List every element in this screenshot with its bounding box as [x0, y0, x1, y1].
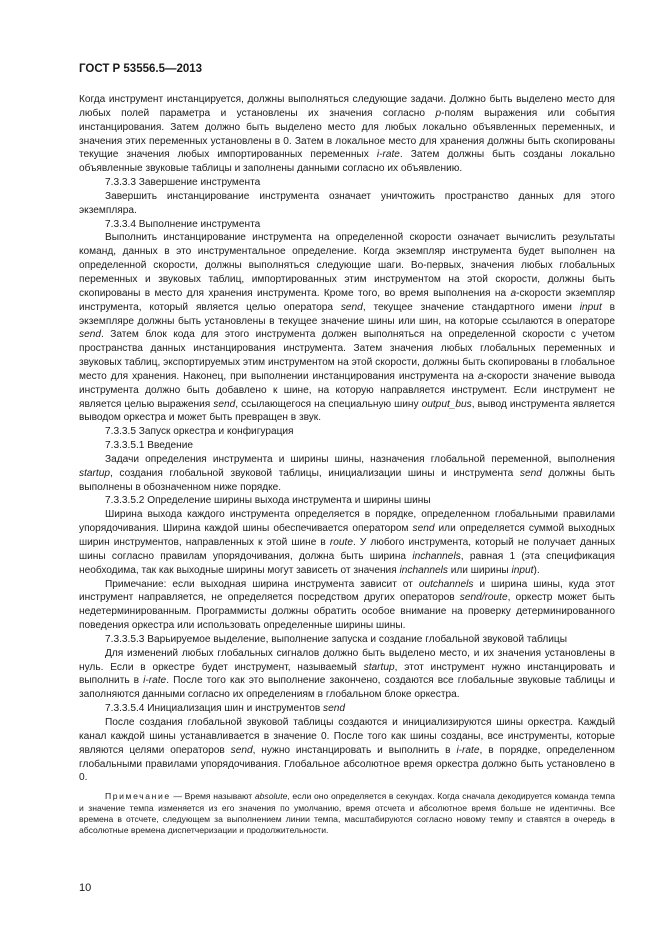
paragraph-startup: Для изменений любых глобальных сигналов должно быть выделено место, и их значения установлены в нуль. Если в оркестре будет инструмент, называемый startup, этот инструмент нужно инстанцировать и выполнить в i-rate. После того как это выполнение закончено, создаются все глобальные звуковые таблицы и заполняются данными согласно их определениям в глобальном блоке оркестра.	[79, 647, 616, 701]
paragraph-width-remark: Примечание: если выходная ширина инструмента зависит от outchannels и ширина шины, куда этот инструмент направляется, не определяется посредством других операторов send/route, оркестр может быть недетерминированным. Программисты должны обратить особое внимание на проверку детерминированного поведения оркестра или использовать определенные ширины шины.	[79, 578, 615, 632]
document-header: ГОСТ Р 53556.5—2013	[79, 63, 203, 75]
section-heading-7-3-3-5: 7.3.3.5 Запуск оркестра и конфигурация	[105, 426, 294, 438]
paragraph-introduction: Задачи определения инструмента и ширины шины, назначения глобальной переменной, выполнения startup, создания глобальной звуковой таблицы, инициализации шины и инструмента send должны быть выполнены в обозначенном ниже порядке.	[79, 453, 615, 493]
paragraph-instantiation: Когда инструмент инстанцируется, должны выполняться следующие задачи. Должно быть выделено место для любых полей параметра и установлены их значения согласно p-полям выражения или события инстанцирования. Затем должно быть выделено место для любых локально объявленных переменных, и значения этих переменных установлены в 0. Затем в локальное место для хранения должны быть скопированы текущие значения любых импортированных переменных i-rate. Затем должны быть созданы локально объявленные звуковые таблицы и заполнены данными согласно их объявлению.	[79, 94, 615, 175]
section-heading-7-3-3-5-2: 7.3.3.5.2 Определение ширины выхода инструмента и ширины шины	[105, 495, 431, 507]
page-number: 10	[79, 882, 92, 894]
paragraph-width-definition: Ширина выхода каждого инструмента определяется в порядке, определенном глобальными правилами упорядочивания. Ширина каждой шины обеспечивается оператором send или определяется суммой выходных ширин инструментов, направленных к этой шине в route. У любого инструмента, который не получает данных шины согласно правилам упорядочивания, должна быть ширина inchannels, равная 1 (эта спецификация необходима, так как выходные ширины могут зависеть от значения inchannels или ширины input).	[79, 509, 616, 576]
note-tempo: Примечание — Время называют absolute, если оно определяется в секундах. Когда сначала декодируется команда темпа и значение темпа изменяется из его значения по умолчанию, время отсчета и абсолютное время больше не идентичны. Все времена в отсчете, следующем за выполнением линии темпа, масштабируются согласно новому темпу и ставятся в очередь в абсолютные времена диспетчеризации и продолжительности.	[79, 791, 615, 836]
paragraph-bus-init: После создания глобальной звуковой таблицы создаются и инициализируются шины оркестра. Каждый канал каждой шины устанавливается в значение 0. После того как шины созданы, все инструменты, которые являются целями операторов send, нужно инстанцировать и выполнить в i-rate, в порядке, определенном глобальными правилами упорядочивания. Глобальное абсолютное время оркестра должно быть установлено в 0.	[79, 716, 616, 784]
section-heading-7-3-3-3: 7.3.3.3 Завершение инструмента	[105, 177, 261, 189]
section-heading-7-3-3-5-4: 7.3.3.5.4 Инициализация шин и инструментов send	[105, 703, 345, 715]
section-heading-7-3-3-5-3: 7.3.3.5.3 Варьируемое выделение, выполнение запуска и создание глобальной звуковой таблицы	[105, 633, 567, 645]
section-heading-7-3-3-5-1: 7.3.3.5.1 Введение	[105, 440, 194, 452]
section-heading-7-3-3-4: 7.3.3.4 Выполнение инструмента	[105, 218, 261, 230]
paragraph-termination: Завершить инстанцирование инструмента означает уничтожить пространство данных для этого экземпляра.	[79, 190, 615, 216]
page-body	[79, 93, 615, 837]
paragraph-execution: Выполнить инстанцирование инструмента на определенной скорости означает вычислить результаты команд, данных в это инструментальное определение. Когда экземпляр инструмента будет выполнен на определенной скорости, должны выполняться следующие шаги. Во-первых, значения любых глобальных переменных и звуковых таблиц, импортированных этим инструментом на этой скорости, должны быть скопированы в место для хранения инструмента. Кроме того, во время выполнения на a-скорости экземпляр инструмента, который является целью оператора send, текущее значение стандартного имени input в экземпляре должны быть установлены в текущее значение шины или шин, на которые ссылаются в операторе send. Затем блок кода для этого инструмента должен выполняться на определенной скорости с учетом пространства данных инстанцирования инструмента. Затем значения любых глобальных переменных и звуковых таблиц, экспортируемых этим инструментом на этой скорости, должны быть скопированы в глобальное место для хранения. Наконец, при выполнении инстанцирования инструмента на a-скорости значение вывода инструмента должно быть добавлено к шине, на которую направляется инструмент. Если инструмент не является целью выражения send, ссылающегося на специальную шину output_bus, вывод инструмента является выводом оркестра и может быть превращен в звук.	[79, 232, 615, 424]
